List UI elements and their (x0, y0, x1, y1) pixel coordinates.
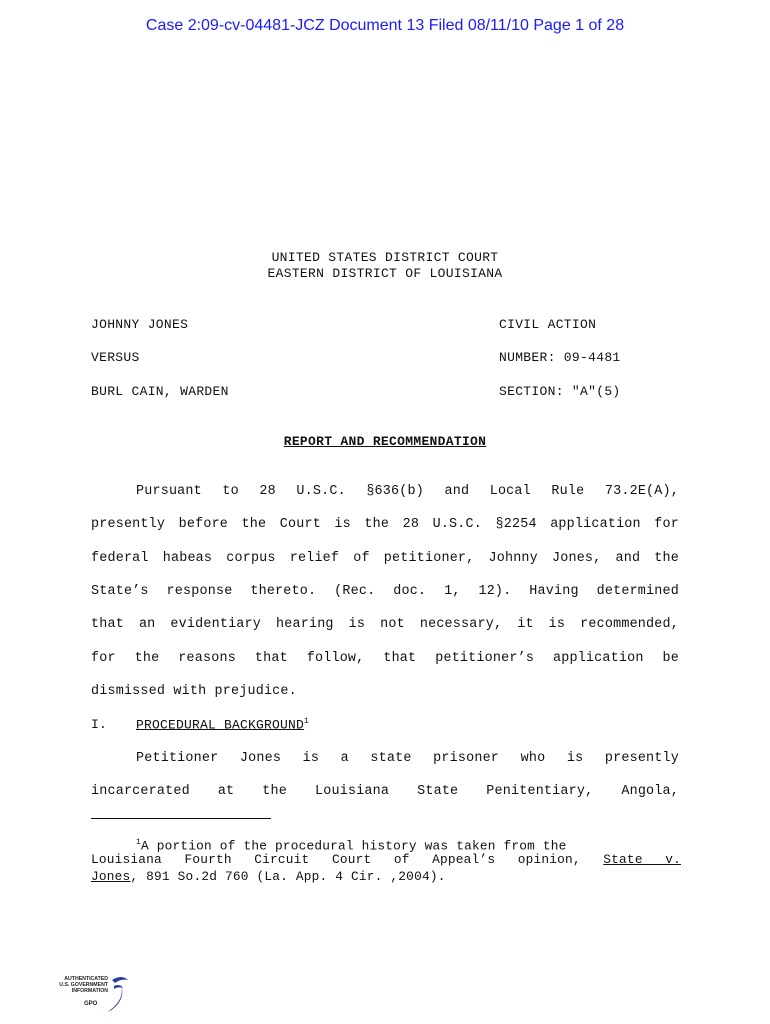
case-section: SECTION: "A"(5) (499, 384, 621, 399)
footnote-line: Louisiana Fourth Circuit Court of Appeal’s opinion, State v. (91, 852, 681, 867)
case-citation-name: State v. (603, 852, 681, 867)
civil-action-label: CIVIL ACTION (499, 317, 597, 332)
versus-label: VERSUS (91, 350, 140, 365)
court-district: EASTERN DISTRICT OF LOUISIANA (267, 266, 503, 281)
body-paragraph-line: federal habeas corpus relief of petitioner, Johnny Jones, and the (91, 551, 679, 566)
petitioner-name: JOHNNY JONES (91, 317, 189, 332)
section-label: PROCEDURAL BACKGROUND (136, 717, 305, 733)
section-number: I. (91, 717, 108, 733)
body-paragraph-line: presently before the Court is the 28 U.S.C. §2254 application for (91, 517, 679, 532)
footnote-reference: 1 (304, 717, 310, 726)
court-name: UNITED STATES DISTRICT COURT (271, 250, 499, 265)
footnote-line: Jones, 891 So.2d 760 (La. App. 4 Cir. ,2004). (91, 869, 446, 884)
body-paragraph-line: dismissed with prejudice. (91, 684, 297, 699)
body-paragraph-line: that an evidentiary hearing is not necessary, it is recommended, (91, 617, 679, 632)
case-header-stamp: Case 2:09-cv-04481-JCZ Document 13 Filed 08/11/10 Page 1 of 28 (145, 17, 625, 34)
gpo-mark: GPO (84, 1001, 98, 1007)
body-paragraph-line: Pursuant to 28 U.S.C. §636(b) and Local Rule 73.2E(A), (136, 484, 679, 499)
body-paragraph-line: State’s response thereto. (Rec. doc. 1, 12). Having determined (91, 584, 679, 599)
body-paragraph-line: incarcerated at the Louisiana State Penitentiary, Angola, (91, 784, 679, 799)
footnote-divider (91, 818, 271, 819)
footnote-marker: 1 (136, 838, 142, 847)
body-paragraph-line: for the reasons that follow, that petitioner’s application be (91, 651, 679, 666)
eagle-swoosh-icon (104, 972, 130, 1018)
case-citation-name: Jones (91, 869, 131, 884)
respondent-name: BURL CAIN, WARDEN (91, 384, 229, 399)
case-number: NUMBER: 09-4481 (499, 350, 621, 365)
footnote-line: $^1$A portion of the procedural history was taken from the (136, 838, 567, 854)
body-paragraph-line: Petitioner Jones is a state prisoner who is presently (136, 751, 679, 766)
gpo-authentication-seal: AUTHENTICATED U.S. GOVERNMENT INFORMATION GPO (42, 972, 132, 1018)
section-heading (91, 717, 309, 732)
document-title: REPORT AND RECOMMENDATION (283, 434, 487, 449)
